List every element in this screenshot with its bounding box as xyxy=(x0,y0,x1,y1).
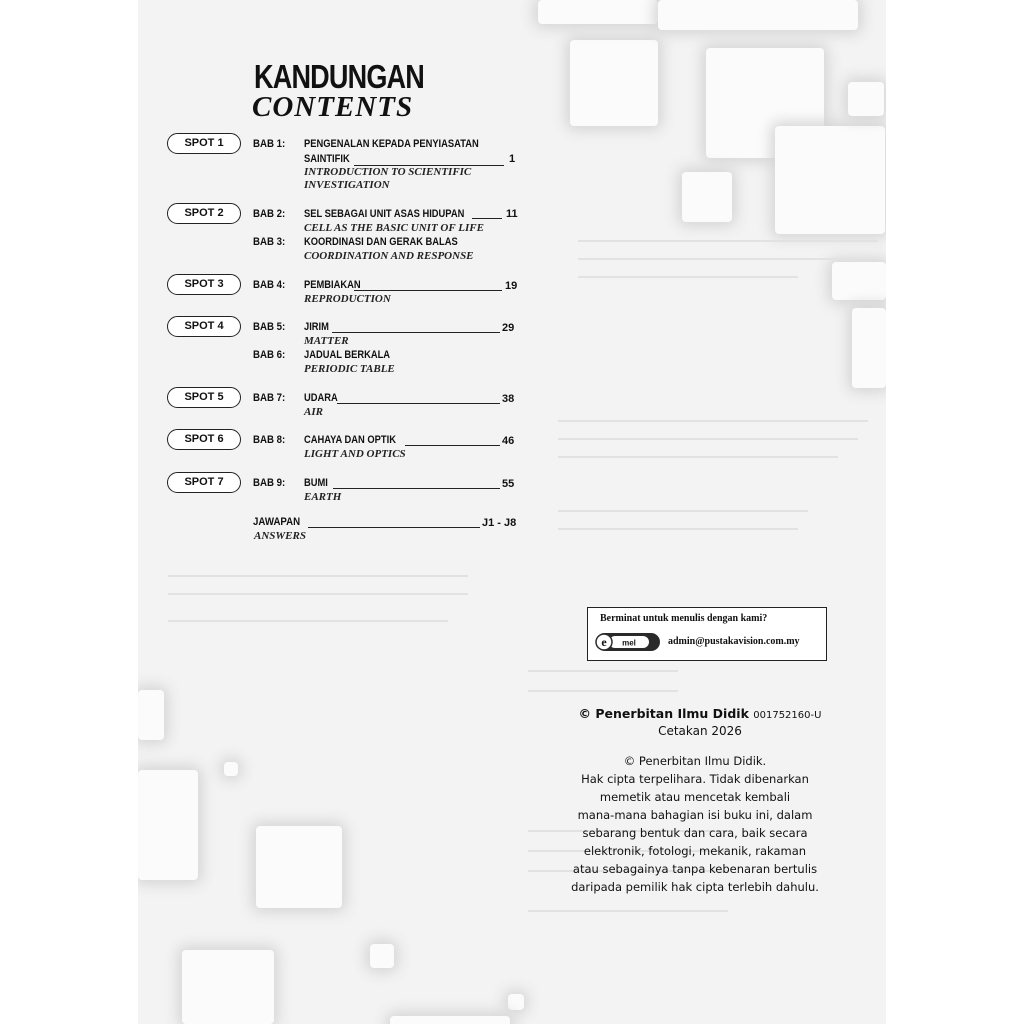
decor-tile xyxy=(658,0,858,30)
decor-tile xyxy=(852,308,886,388)
bleed-through-line xyxy=(558,456,838,458)
decor-tile xyxy=(256,826,342,908)
email-icon xyxy=(595,631,661,653)
contact-email-link[interactable]: admin@pustakavision.com.my xyxy=(668,636,800,647)
decor-tile xyxy=(775,126,885,234)
bleed-through-line xyxy=(558,528,798,530)
leader-line xyxy=(308,527,480,528)
chapter-number: BAB 4: xyxy=(253,279,286,291)
chapter-number: BAB 9: xyxy=(253,477,286,489)
chapter-title-english: INVESTIGATION xyxy=(304,179,390,191)
decor-tile xyxy=(390,1016,510,1024)
leader-line xyxy=(405,445,500,446)
heading-malay: KANDUNGAN xyxy=(254,58,425,95)
bleed-through-line xyxy=(558,420,868,422)
chapter-title-malay: UDARA xyxy=(304,392,338,404)
decor-tile xyxy=(848,82,884,116)
answers-title-malay: JAWAPAN xyxy=(253,516,301,528)
chapter-title-english: INTRODUCTION TO SCIENTIFIC xyxy=(304,166,472,178)
svg-text:e: e xyxy=(601,635,607,649)
chapter-title-malay: CAHAYA DAN OPTIK xyxy=(304,434,396,446)
spot-badge: SPOT 4 xyxy=(167,316,241,337)
copyright-line: Hak cipta terpelihara. Tidak dibenarkan xyxy=(581,772,809,786)
chapter-title-malay: SAINTIFIK xyxy=(304,153,350,165)
chapter-title-malay: JADUAL BERKALA xyxy=(304,349,391,361)
chapter-title-english: PERIODIC TABLE xyxy=(304,363,395,375)
bleed-through-line xyxy=(578,240,878,242)
contact-box xyxy=(587,607,827,661)
decor-tile xyxy=(370,944,394,968)
bleed-through-line xyxy=(558,510,808,512)
spot-badge: SPOT 5 xyxy=(167,387,241,408)
chapter-number: BAB 8: xyxy=(253,434,286,446)
chapter-number: BAB 2: xyxy=(253,208,286,220)
copyright-line: atau sebagainya tanpa kebenaran bertulis xyxy=(572,862,818,876)
decor-tile xyxy=(538,0,658,24)
page-number: 19 xyxy=(505,280,518,292)
contact-question: Berminat untuk menulis dengan kami? xyxy=(600,613,768,624)
answers-page-range: J1 - J8 xyxy=(482,517,517,529)
decor-tile xyxy=(224,762,238,776)
bleed-through-line xyxy=(168,593,468,595)
spot-badge: SPOT 6 xyxy=(167,429,241,450)
publisher-registration: 001752160-U xyxy=(753,710,822,721)
chapter-number: BAB 3: xyxy=(253,236,286,248)
page-number: 38 xyxy=(502,393,515,405)
page-number: 55 xyxy=(502,478,515,490)
bleed-through-line xyxy=(528,670,678,672)
chapter-number: BAB 1: xyxy=(253,138,286,150)
bleed-through-line xyxy=(578,258,858,260)
leader-line xyxy=(354,290,502,291)
bleed-through-line xyxy=(168,620,448,622)
chapter-title-english: LIGHT AND OPTICS xyxy=(304,448,406,460)
page-number: 1 xyxy=(509,153,516,165)
spot-badge: SPOT 1 xyxy=(167,133,241,154)
copyright-line: sebarang bentuk dan cara, baik secara xyxy=(582,826,808,840)
heading-english: CONTENTS xyxy=(252,91,414,123)
chapter-title-malay: PEMBIAKAN xyxy=(304,279,361,291)
leader-line xyxy=(472,218,502,219)
page-number: 46 xyxy=(502,435,515,447)
page-number: 29 xyxy=(502,322,515,334)
chapter-title-english: EARTH xyxy=(304,491,342,503)
printing-info: Cetakan 2026 xyxy=(658,724,742,738)
spot-badge: SPOT 7 xyxy=(167,472,241,493)
chapter-title-english: REPRODUCTION xyxy=(304,293,391,305)
decor-tile xyxy=(682,172,732,222)
publisher-name: © Penerbitan Ilmu Didik xyxy=(578,706,749,721)
chapter-title-malay: KOORDINASI DAN GERAK BALAS xyxy=(304,236,458,248)
bleed-through-line xyxy=(528,910,728,912)
bleed-through-line xyxy=(168,575,468,577)
decor-tile xyxy=(570,40,658,126)
bleed-through-line xyxy=(578,276,798,278)
bleed-through-line xyxy=(558,438,858,440)
page-number: 11 xyxy=(506,208,518,220)
chapter-number: BAB 5: xyxy=(253,321,286,333)
chapter-title-malay: JIRIM xyxy=(304,321,329,333)
decor-tile xyxy=(508,994,524,1010)
decor-tile xyxy=(182,950,274,1024)
chapter-number: BAB 6: xyxy=(253,349,286,361)
chapter-title-malay: BUMI xyxy=(304,477,328,489)
copyright-line: mana-mana bahagian isi buku ini, dalam xyxy=(577,808,813,822)
leader-line xyxy=(332,332,500,333)
publisher-line xyxy=(555,706,845,721)
spot-badge: SPOT 2 xyxy=(167,203,241,224)
copyright-line: daripada pemilik hak cipta terlebih dahulu. xyxy=(571,880,819,894)
spot-badge: SPOT 3 xyxy=(167,274,241,295)
email-icon-label: mel xyxy=(622,638,636,648)
chapter-title-english: COORDINATION AND RESPONSE xyxy=(304,250,474,262)
chapter-title-english: MATTER xyxy=(304,335,349,347)
leader-line xyxy=(333,488,500,489)
chapter-number: BAB 7: xyxy=(253,392,286,404)
copyright-line: © Penerbitan Ilmu Didik. xyxy=(623,754,767,768)
chapter-title-english: CELL AS THE BASIC UNIT OF LIFE xyxy=(304,222,484,234)
decor-tile xyxy=(138,690,164,740)
copyright-line: elektronik, fotologi, mekanik, rakaman xyxy=(583,844,807,858)
decor-tile xyxy=(832,262,886,300)
leader-line xyxy=(337,403,500,404)
chapter-title-malay: SEL SEBAGAI UNIT ASAS HIDUPAN xyxy=(304,208,465,220)
answers-title-english: ANSWERS xyxy=(254,530,306,542)
chapter-title-english: AIR xyxy=(304,406,323,418)
chapter-title-malay: PENGENALAN KEPADA PENYIASATAN xyxy=(304,138,479,150)
copyright-line: memetik atau mencetak kembali xyxy=(599,790,791,804)
decor-tile xyxy=(138,770,198,880)
bleed-through-line xyxy=(528,690,678,692)
